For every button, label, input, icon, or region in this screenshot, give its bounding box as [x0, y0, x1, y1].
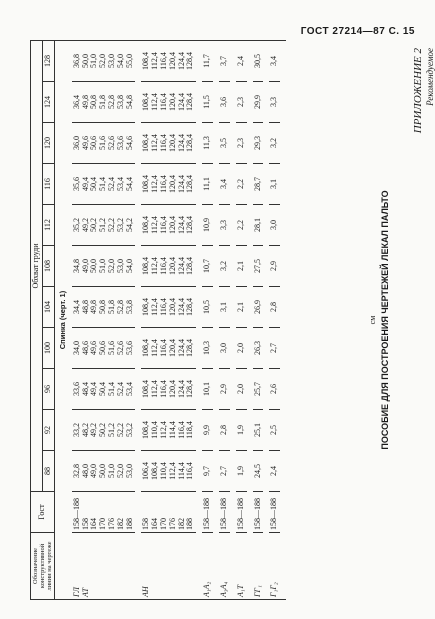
- gost-cell: 158—188 158 164 170 176 182 188: [72, 492, 136, 533]
- appendix-block: [412, 48, 435, 133]
- size-header: 92: [43, 410, 55, 451]
- value-cell: 26,9: [253, 287, 264, 328]
- value-cell: 29,9: [253, 82, 264, 123]
- col-header-line: Обозначение конструктивной линии на чертеже: [31, 533, 55, 600]
- value-cell: 108,4 112,4 116,4 120,4 124,4 128,4: [141, 41, 196, 82]
- size-header: 96: [43, 369, 55, 410]
- value-cell: 1,9: [236, 451, 247, 492]
- value-cell: 2,7: [219, 451, 230, 492]
- col-header-gost: Гост: [31, 492, 55, 533]
- gost-cell: 158—188: [269, 492, 280, 533]
- value-cell: 2,1: [236, 287, 247, 328]
- value-cell: 25,1: [253, 410, 264, 451]
- value-cell: 10,3: [202, 328, 213, 369]
- line-label: ГЛ АТ: [72, 533, 136, 600]
- value-cell: 25,7: [253, 369, 264, 410]
- table-row: [219, 41, 230, 600]
- size-header: 116: [43, 164, 55, 205]
- value-cell: 2,1: [236, 246, 247, 287]
- value-cell: 11,3: [202, 123, 213, 164]
- value-cell: 3,7: [219, 41, 230, 82]
- value-cell: 108,4 112,4 116,4 120,4 124,4 128,4: [141, 82, 196, 123]
- value-cell: 2,4: [269, 451, 280, 492]
- table-row: [253, 41, 264, 600]
- value-cell: 3,2: [219, 246, 230, 287]
- value-cell: 32,8 48,0 49,0 50,0 51,0 52,0 53,0: [72, 451, 136, 492]
- page-header: ГОСТ 27214—87 С. 15: [300, 26, 415, 37]
- size-header: 88: [43, 451, 55, 492]
- value-cell: 28,7: [253, 164, 264, 205]
- value-cell: 30,5: [253, 41, 264, 82]
- section-row: [55, 41, 72, 600]
- gost-cell: 158 164 170 176 182 188: [141, 492, 196, 533]
- value-cell: 3,0: [269, 205, 280, 246]
- value-cell: 2,8: [219, 410, 230, 451]
- line-label: АН: [141, 533, 196, 600]
- value-cell: 108,4 112,4 116,4 120,4 124,4 128,4: [141, 328, 196, 369]
- size-header: 124: [43, 82, 55, 123]
- appendix-note: Рекомендуемое: [425, 48, 435, 106]
- table-row: [202, 41, 213, 600]
- value-cell: 2,2: [236, 205, 247, 246]
- row-gap: [280, 41, 286, 600]
- value-cell: 11,5: [202, 82, 213, 123]
- value-cell: 108,4 112,4 116,4 120,4 124,4 128,4: [141, 205, 196, 246]
- line-label: А₃А₄: [219, 533, 230, 600]
- table-row: [236, 41, 247, 600]
- value-cell: 3,3: [269, 82, 280, 123]
- value-cell: 3,5: [219, 123, 230, 164]
- value-cell: 33,6 48,4 49,4 50,4 51,4 52,4 53,4: [72, 369, 136, 410]
- table-body: [55, 41, 287, 600]
- line-label: А₁А₂: [202, 533, 213, 600]
- value-cell: 9,7: [202, 451, 213, 492]
- row-gap-cell: [280, 41, 286, 600]
- value-cell: 106,4 108,4 110,4 112,4 114,4 116,4: [141, 451, 196, 492]
- value-cell: 29,3: [253, 123, 264, 164]
- value-cell: 108,4 112,4 116,4 120,4 124,4 128,4: [141, 369, 196, 410]
- value-cell: 3,2: [269, 123, 280, 164]
- value-cell: 36,4 49,8 50,8 51,8 52,8 53,8 54,8: [72, 82, 136, 123]
- unit-label: см: [368, 315, 377, 325]
- value-cell: 3,1: [219, 287, 230, 328]
- value-cell: 108,4 110,4 112,4 114,4 116,4 118,4: [141, 410, 196, 451]
- gost-cell: 158—188: [253, 492, 264, 533]
- value-cell: 2,3: [236, 82, 247, 123]
- value-cell: 108,4 112,4 116,4 120,4 124,4 128,4: [141, 287, 196, 328]
- value-cell: 11,1: [202, 164, 213, 205]
- appendix-title: ПРИЛОЖЕНИЕ 2: [412, 48, 424, 134]
- size-header: 120: [43, 123, 55, 164]
- value-cell: 2,4: [236, 41, 247, 82]
- size-header: 108: [43, 246, 55, 287]
- rotated-content: [30, 40, 435, 600]
- table-row: [141, 41, 196, 600]
- value-cell: 9,9: [202, 410, 213, 451]
- gost-cell: 158—188: [202, 492, 213, 533]
- value-cell: 3,4: [269, 41, 280, 82]
- value-cell: 2,0: [236, 328, 247, 369]
- line-label: ГГ₁: [253, 533, 264, 600]
- value-cell: 35,2 49,2 50,2 51,2 52,2 53,2 54,2: [72, 205, 136, 246]
- value-cell: 10,5: [202, 287, 213, 328]
- gost-cell: 158—188: [219, 492, 230, 533]
- value-cell: 2,9: [269, 246, 280, 287]
- table-row: [269, 41, 280, 600]
- value-cell: 2,2: [236, 164, 247, 205]
- value-cell: 36,8 50,0 51,0 52,0 53,0 54,0 55,0: [72, 41, 136, 82]
- table-row: [72, 41, 136, 600]
- size-header: 104: [43, 287, 55, 328]
- measurements-table: [30, 40, 286, 600]
- value-cell: 108,4 112,4 116,4 120,4 124,4 128,4: [141, 123, 196, 164]
- value-cell: 2,6: [269, 369, 280, 410]
- value-cell: 10,1: [202, 369, 213, 410]
- gost-cell: 158—188: [236, 492, 247, 533]
- value-cell: 3,0: [219, 328, 230, 369]
- value-cell: 3,1: [269, 164, 280, 205]
- value-cell: 3,6: [219, 82, 230, 123]
- value-cell: 26,3: [253, 328, 264, 369]
- value-cell: 11,7: [202, 41, 213, 82]
- value-cell: 3,3: [219, 205, 230, 246]
- value-cell: 2,5: [269, 410, 280, 451]
- section-title: Спинка (черт. 1): [55, 41, 72, 600]
- value-cell: 35,6 49,4 50,4 51,4 52,4 53,4 54,4: [72, 164, 136, 205]
- value-cell: 2,3: [236, 123, 247, 164]
- value-cell: 33,2 48,2 49,2 50,2 51,2 52,2 53,2: [72, 410, 136, 451]
- value-cell: 10,9: [202, 205, 213, 246]
- value-cell: 2,9: [219, 369, 230, 410]
- value-cell: 108,4 112,4 116,4 120,4 124,4 128,4: [141, 164, 196, 205]
- value-cell: 34,4 48,8 49,8 50,8 51,8 52,8 53,8: [72, 287, 136, 328]
- header-row: [31, 41, 43, 600]
- col-header-group: Обхват груди: [31, 41, 43, 492]
- value-cell: 36,0 49,6 50,6 51,6 52,6 53,6 54,6: [72, 123, 136, 164]
- value-cell: 2,0: [236, 369, 247, 410]
- size-header: 112: [43, 205, 55, 246]
- value-cell: 24,5: [253, 451, 264, 492]
- value-cell: 34,8 49,0 50,0 51,0 52,0 53,0 54,0: [72, 246, 136, 287]
- value-cell: 108,4 112,4 116,4 120,4 124,4 128,4: [141, 246, 196, 287]
- document-title: ПОСОБИЕ ДЛЯ ПОСТРОЕНИЯ ЧЕРТЕЖЕЙ ЛЕКАЛ ПАЛЬТО: [380, 190, 390, 450]
- size-header: 128: [43, 41, 55, 82]
- value-cell: 27,5: [253, 246, 264, 287]
- value-cell: 34,0 48,6 49,6 50,6 51,6 52,6 53,6: [72, 328, 136, 369]
- value-cell: 10,7: [202, 246, 213, 287]
- value-cell: 28,1: [253, 205, 264, 246]
- line-label: Г₁Г₂: [269, 533, 280, 600]
- size-header: 100: [43, 328, 55, 369]
- value-cell: 1,9: [236, 410, 247, 451]
- value-cell: 2,7: [269, 328, 280, 369]
- line-label: А₁Т: [236, 533, 247, 600]
- value-cell: 2,8: [269, 287, 280, 328]
- value-cell: 3,4: [219, 164, 230, 205]
